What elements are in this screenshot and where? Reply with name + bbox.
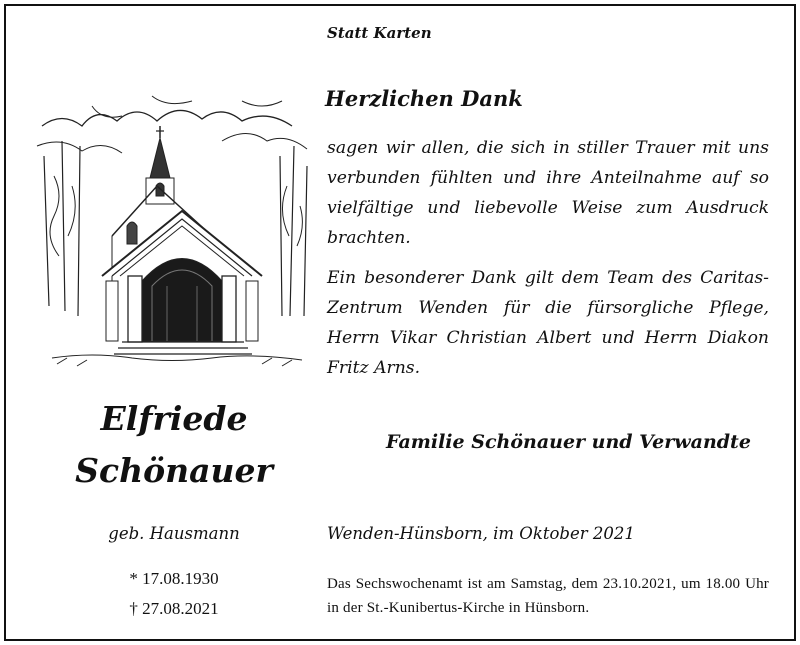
- family-signature: Familie Schönauer und Verwandte: [386, 431, 751, 453]
- chapel-sketch-icon: [32, 86, 320, 370]
- deceased-last-name: Schönauer: [75, 451, 273, 490]
- place-date: Wenden-Hünsborn, im Oktober 2021: [327, 524, 635, 543]
- birth-date: * 17.08.1930: [129, 569, 219, 588]
- death-date: † 27.08.2021: [129, 599, 219, 618]
- memorial-service-info: Das Sechswochenamt ist am Samstag, dem 23.10.2021, um 18.00 Uhr in der St.-Kunibertus-Kirche in Hünsborn.: [327, 576, 769, 616]
- maiden-name: geb. Hausmann: [108, 524, 240, 543]
- notice-kicker: Statt Karten: [327, 24, 432, 42]
- special-thanks-paragraph: Ein besonderer Dank gilt dem Team des Caritas-Zentrum Wenden für die fürsorgliche Pflege, Herrn Vikar Christian Albert und Herrn Diakon Fritz Arns.: [327, 268, 769, 378]
- obituary-card: [4, 4, 796, 641]
- notice-heading: Herzlichen Dank: [325, 86, 523, 111]
- deceased-first-name: Elfriede: [100, 399, 248, 438]
- thanks-paragraph: sagen wir allen, die sich in stiller Trauer mit uns verbunden fühlten und ihre Anteilnahme auf so vielfältige und liebevolle Weise zum Ausdruck brachten.: [327, 138, 769, 248]
